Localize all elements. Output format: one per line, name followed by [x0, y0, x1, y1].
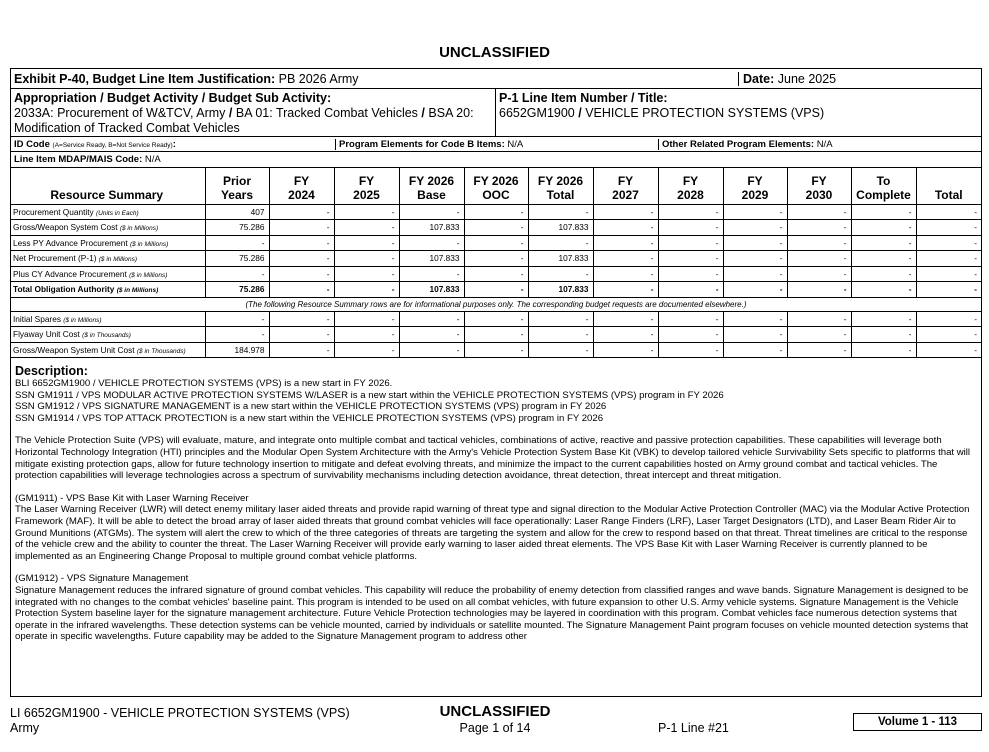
column-header: Total	[916, 168, 981, 204]
table-cell: -	[723, 342, 787, 358]
table-cell: 75.286	[205, 282, 269, 298]
table-cell: -	[916, 282, 981, 298]
id-code-cell: ID Code (A=Service Ready, B=Not Service Ready):	[11, 139, 336, 150]
table-cell: -	[334, 311, 399, 327]
p1-value: 6652GM1900 / VEHICLE PROTECTION SYSTEMS (VPS)	[499, 106, 825, 120]
p1-number: 6652GM1900	[499, 106, 575, 120]
table-cell: -	[658, 266, 723, 282]
table-cell: -	[464, 220, 528, 236]
table-row	[11, 235, 981, 251]
table-cell: -	[593, 251, 658, 267]
table-cell: -	[334, 204, 399, 220]
table-cell: -	[464, 266, 528, 282]
row-label: Gross/Weapon System Unit Cost ($ in Thousands)	[11, 342, 205, 358]
table-row	[11, 342, 981, 358]
table-cell: -	[851, 235, 916, 251]
footer-left	[10, 706, 350, 736]
table-cell: -	[723, 282, 787, 298]
table-cell: -	[787, 266, 851, 282]
description-intro	[15, 378, 977, 424]
table-cell: -	[399, 327, 464, 343]
column-header: Prior Years	[205, 168, 269, 204]
table-cell: -	[269, 327, 334, 343]
date-cell	[739, 72, 981, 86]
table-cell: -	[658, 342, 723, 358]
table-cell: -	[269, 282, 334, 298]
table-cell: -	[334, 327, 399, 343]
table-cell: -	[464, 327, 528, 343]
p1-title: VEHICLE PROTECTION SYSTEMS (VPS)	[585, 106, 825, 120]
table-cell: -	[916, 235, 981, 251]
table-cell: -	[528, 311, 593, 327]
table-cell: -	[723, 327, 787, 343]
intro-line: SSN GM1912 / VPS SIGNATURE MANAGEMENT is a new start within the VEHICLE PROTECTION SYSTEMS (VPS) program in FY 2026	[15, 401, 607, 413]
table-row	[11, 251, 981, 267]
intro-line: BLI 6652GM1900 / VEHICLE PROTECTION SYSTEMS (VPS) is a new start in FY 2026.	[15, 378, 393, 389]
table-cell: -	[269, 342, 334, 358]
table-cell: -	[464, 282, 528, 298]
description-section	[11, 358, 981, 643]
table-cell: -	[851, 251, 916, 267]
gm1911-text: The Laser Warning Receiver (LWR) will detect enemy military laser aided threats and provide rapid warning of threat type and signal direction to the Modular Active Protection Controller (MAC) via the Modular Active Protection Framework (MAF). It will be able to detect the broad array of laser aided threats that ground combat vehicles will face operationally: Laser Range Finders (LRF), Laser Target Designators (LTD), and Laser Beam Rider Air to Ground Munitions (ATGMs). The system will alert the crew to which of the three categories of threats are targeting the system and allow for the crew to respond based on that threat. Threat timelines are critical to the response of the vehicle crew and the ability to counter the threat. The Laser Warning Receiver will provide early warning to laser aided threat elements. The VPS Base Kit with Laser Warning Receiver is currently planned to be implemented as an Engineering Change Proposal to multiple ground combat vehicle platforms.	[15, 504, 970, 562]
table-note: (The following Resource Summary rows are for informational purposes only. The corresponding budget requests are documented elsewhere.)	[11, 297, 981, 311]
appropriation-line2: Modification of Tracked Combat Vehicles	[14, 121, 240, 135]
table-row	[11, 204, 981, 220]
p1-line-number: P-1 Line #21	[658, 721, 729, 735]
table-cell: 107.833	[399, 220, 464, 236]
p1-cell	[496, 89, 981, 136]
column-header: FY 2029	[723, 168, 787, 204]
table-cell: -	[269, 204, 334, 220]
gm1912-title: (GM1912) - VPS Signature Management	[15, 573, 189, 585]
table-cell: -	[916, 220, 981, 236]
table-row	[11, 266, 981, 282]
footer-service: Army	[10, 721, 40, 735]
table-cell: -	[399, 311, 464, 327]
table-cell: -	[269, 220, 334, 236]
other-related-label: Other Related Program Elements:	[662, 138, 815, 150]
table-cell: -	[851, 266, 916, 282]
row-label: Net Procurement (P-1) ($ in Millions)	[11, 251, 205, 267]
column-header: FY 2024	[269, 168, 334, 204]
table-row	[11, 220, 981, 236]
row-unit: (Units in Each)	[96, 209, 139, 217]
table-cell: -	[334, 282, 399, 298]
table-cell: -	[269, 235, 334, 251]
table-cell: -	[205, 235, 269, 251]
footer-li-line: LI 6652GM1900 - VEHICLE PROTECTION SYSTEMS (VPS)	[10, 706, 350, 720]
table-cell: -	[851, 282, 916, 298]
table-cell: -	[464, 251, 528, 267]
vps-paragraph: The Vehicle Protection Suite (VPS) will evaluate, mature, and integrate onto multiple combat and tactical vehicles, combinations of active, reactive and passive protection capabilities. These capabilities will leverage both Horizontal Technology Integration (HTI) principles and the Modular Open System Architecture with the Army's Vehicle Protection System Base Kit (VBK) to develop tailored vehicle Survivability Sets specific to platforms that will mitigate existing protection gaps, allow for future technology insertion to mitigate and defeat evolving threats, and minimize the impact to the current capabilities hosted on Army ground combat and tactical vehicles. The protection capabilities will leverage technologies across a spectrum of survivability mechanisms including detection avoidance, threat detection, threat intercept and threat mitigation.	[15, 435, 971, 482]
page-number: Page 1 of 14	[459, 721, 531, 735]
table-cell: -	[787, 220, 851, 236]
table-cell: -	[464, 235, 528, 251]
table-note-row	[11, 297, 981, 311]
table-cell: 407	[205, 204, 269, 220]
exhibit-value: PB 2026 Army	[278, 71, 359, 86]
table-cell: -	[593, 327, 658, 343]
exhibit-header-row	[11, 69, 981, 89]
table-cell: -	[916, 311, 981, 327]
exhibit-cell	[11, 72, 739, 86]
table-cell: -	[464, 311, 528, 327]
table-cell: 75.286	[205, 220, 269, 236]
program-elements-value: N/A	[507, 138, 524, 150]
table-cell: -	[593, 311, 658, 327]
exhibit-frame	[10, 68, 982, 697]
other-related-value: N/A	[816, 138, 833, 150]
table-cell: -	[916, 327, 981, 343]
appropriation-code: 2033A: Procurement of W&TCV, Army	[14, 106, 226, 120]
table-cell: -	[528, 235, 593, 251]
table-cell: -	[334, 266, 399, 282]
table-cell: -	[787, 282, 851, 298]
column-header: To Complete	[851, 168, 916, 204]
table-cell: -	[334, 235, 399, 251]
table-cell: -	[334, 251, 399, 267]
row-label: Flyaway Unit Cost ($ in Thousands)	[11, 327, 205, 343]
table-cell: -	[916, 204, 981, 220]
program-elements-label: Program Elements for Code B Items:	[339, 138, 505, 150]
row-label: Plus CY Advance Procurement ($ in Millions)	[11, 266, 205, 282]
table-cell: -	[916, 342, 981, 358]
row-label: Total Obligation Authority ($ in Millions)	[11, 282, 205, 298]
p1-label: P-1 Line Item Number / Title:	[499, 91, 668, 105]
date-value: June 2025	[777, 71, 837, 86]
table-cell: -	[269, 311, 334, 327]
table-cell: 107.833	[399, 282, 464, 298]
id-code-note: (A=Service Ready, B=Not Service Ready)	[52, 141, 173, 149]
table-cell: -	[658, 311, 723, 327]
table-cell: -	[723, 311, 787, 327]
column-header: FY 2026 Total	[528, 168, 593, 204]
mdap-row	[11, 152, 981, 168]
intro-line: SSN GM1911 / VPS MODULAR ACTIVE PROTECTION SYSTEMS W/LASER is a new start within the VEHICLE PROTECTION SYSTEMS (VPS) program in FY 2026	[15, 389, 724, 401]
table-cell: 107.833	[528, 282, 593, 298]
resource-summary-table	[11, 168, 981, 358]
table-cell: -	[787, 327, 851, 343]
column-header: FY 2028	[658, 168, 723, 204]
mdap-label: Line Item MDAP/MAIS Code:	[14, 154, 143, 165]
table-cell: -	[334, 342, 399, 358]
table-cell: -	[916, 266, 981, 282]
row-unit: ($ in Millions)	[130, 240, 169, 248]
table-cell: -	[851, 204, 916, 220]
classification-bottom: UNCLASSIFIED	[439, 703, 551, 720]
appropriation-row	[11, 89, 981, 137]
table-header-row	[11, 168, 981, 204]
table-cell: -	[593, 204, 658, 220]
table-cell: -	[787, 342, 851, 358]
table-cell: -	[205, 266, 269, 282]
table-row	[11, 282, 981, 298]
table-cell: -	[399, 342, 464, 358]
table-cell: -	[851, 327, 916, 343]
row-unit: ($ in Millions)	[63, 316, 102, 324]
table-cell: 107.833	[399, 251, 464, 267]
row-label: Procurement Quantity (Units in Each)	[11, 204, 205, 220]
table-cell: -	[593, 342, 658, 358]
row-label: Initial Spares ($ in Millions)	[11, 311, 205, 327]
row-label: Gross/Weapon System Cost ($ in Millions)	[11, 220, 205, 236]
table-cell: -	[593, 220, 658, 236]
table-cell: -	[787, 251, 851, 267]
row-unit: ($ in Thousands)	[136, 347, 186, 355]
table-cell: -	[916, 251, 981, 267]
exhibit-label: Exhibit P-40, Budget Line Item Justification:	[14, 71, 276, 86]
table-cell: -	[399, 204, 464, 220]
table-cell: -	[269, 266, 334, 282]
table-cell: -	[723, 235, 787, 251]
table-cell: -	[658, 282, 723, 298]
id-code-row	[11, 137, 981, 152]
mdap-value: N/A	[144, 154, 161, 165]
id-code-label: ID Code	[14, 138, 50, 150]
table-cell: -	[205, 311, 269, 327]
column-header: FY 2030	[787, 168, 851, 204]
appropriation-line1: 2033A: Procurement of W&TCV, Army / BA 01: Tracked Combat Vehicles / BSA 20:	[14, 106, 474, 120]
table-cell: -	[658, 204, 723, 220]
gm1911-title: (GM1911) - VPS Base Kit with Laser Warning Receiver	[15, 492, 249, 504]
row-unit: ($ in Millions)	[119, 225, 159, 233]
table-cell: -	[723, 220, 787, 236]
table-cell: 184.978	[205, 342, 269, 358]
other-related-cell	[659, 139, 981, 150]
table-cell: -	[658, 251, 723, 267]
intro-line: SSN GM1914 / VPS TOP ATTACK PROTECTION is a new start within the VEHICLE PROTECTION SYSTEMS (VPS) program in FY 2026	[15, 412, 604, 424]
table-cell: 75.286	[205, 251, 269, 267]
table-row	[11, 327, 981, 343]
table-cell: -	[593, 235, 658, 251]
row-unit: ($ in Thousands)	[82, 332, 131, 340]
table-cell: -	[334, 220, 399, 236]
table-cell: 107.833	[528, 251, 593, 267]
classification-top: UNCLASSIFIED	[439, 44, 550, 61]
budget-sub-activity: BSA 20:	[428, 106, 474, 120]
table-cell: -	[528, 266, 593, 282]
table-cell: -	[593, 266, 658, 282]
date-label: Date:	[743, 71, 775, 86]
row-unit: ($ in Millions)	[98, 256, 138, 264]
footer-center	[400, 703, 590, 735]
table-cell: -	[205, 327, 269, 343]
row-unit: ($ in Millions)	[129, 271, 168, 279]
table-cell: -	[528, 204, 593, 220]
table-cell: -	[269, 251, 334, 267]
table-cell: -	[787, 311, 851, 327]
program-elements-cell	[336, 139, 659, 150]
row-unit: ($ in Millions)	[116, 287, 159, 295]
table-cell: -	[399, 235, 464, 251]
table-cell: -	[464, 204, 528, 220]
appropriation-label: Appropriation / Budget Activity / Budget Sub Activity:	[14, 91, 332, 105]
table-cell: -	[723, 266, 787, 282]
column-header: FY 2025	[334, 168, 399, 204]
column-header: FY 2026 Base	[399, 168, 464, 204]
appropriation-cell	[11, 89, 496, 136]
gm1912-text: Signature Management reduces the infrared signature of ground combat vehicles. This capability will reduce the probability of enemy detection from classified ranges and wave bands. Signature Management is designed to be integrated with no changes to the combat vehicles' baseline paint. This program is intended to be used on all combat vehicles, with future expansion to other U.S. Army vehicle systems. Signature Management is the Vehicle Protection System baseline layer for the signature management architecture. Future Vehicle Protection technologies may be layered in coordination with this program. Combat vehicles face numerous detection systems that operate in the infrared wavelengths. These detection systems can be vehicle mounted, carried by individuals or satellite mounted. The Signature Management Paint program focuses on vehicle mounted detection systems that operate in specific wavelengths. Future capability may be added to the Signature Management program to address other	[15, 584, 969, 643]
column-header: Resource Summary	[11, 168, 205, 204]
table-row	[11, 311, 981, 327]
column-header: FY 2027	[593, 168, 658, 204]
table-cell: -	[851, 220, 916, 236]
table-cell: -	[658, 220, 723, 236]
volume-box: Volume 1 - 113	[853, 713, 982, 731]
table-cell: 107.833	[528, 220, 593, 236]
table-cell: -	[787, 204, 851, 220]
table-cell: -	[723, 204, 787, 220]
row-label: Less PY Advance Procurement ($ in Millions)	[11, 235, 205, 251]
table-cell: -	[851, 311, 916, 327]
table-cell: -	[528, 327, 593, 343]
table-cell: -	[851, 342, 916, 358]
column-header: FY 2026 OOC	[464, 168, 528, 204]
table-cell: -	[528, 342, 593, 358]
description-heading: Description:	[15, 364, 88, 378]
table-cell: -	[658, 235, 723, 251]
table-cell: -	[723, 251, 787, 267]
table-cell: -	[658, 327, 723, 343]
table-cell: -	[787, 235, 851, 251]
table-cell: -	[399, 266, 464, 282]
budget-activity: BA 01: Tracked Combat Vehicles	[235, 106, 418, 120]
table-cell: -	[593, 282, 658, 298]
table-cell: -	[464, 342, 528, 358]
